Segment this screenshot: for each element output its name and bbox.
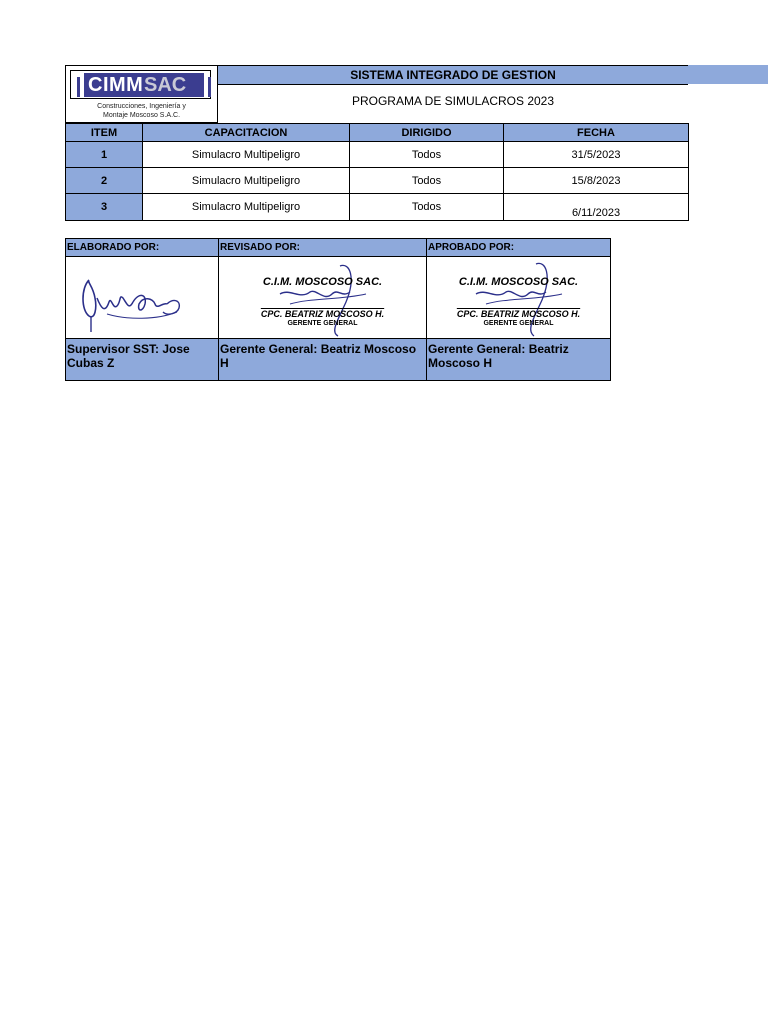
schedule-table <box>65 123 689 221</box>
approver-names-row <box>66 339 611 381</box>
stamp-company: C.I.M. MOSCOSO SAC. <box>262 276 383 288</box>
cell-dirigido: Todos <box>350 142 504 168</box>
stamp-role: GERENTE GENERAL <box>483 320 554 327</box>
name-revisado: Gerente General: Beatriz Moscoso H <box>219 339 427 381</box>
schedule-header-row <box>66 124 689 142</box>
column-header-dirigido: DIRIGIDO <box>350 124 504 142</box>
logo-bar-left <box>77 77 80 97</box>
signature-cell-revisado <box>219 257 427 339</box>
approval-table <box>65 238 611 381</box>
cell-item: 1 <box>66 142 143 168</box>
header-elaborado: ELABORADO POR: <box>66 239 219 257</box>
document-title: SISTEMA INTEGRADO DE GESTION <box>218 65 688 85</box>
logo-brand-primary: CIMM <box>88 74 144 96</box>
column-header-fecha: FECHA <box>504 124 689 142</box>
logo-banner <box>84 73 204 97</box>
cell-capacitacion: Simulacro Multipeligro <box>143 168 350 194</box>
table-row <box>66 142 689 168</box>
cell-capacitacion: Simulacro Multipeligro <box>143 142 350 168</box>
logo-brand-secondary: SAC <box>144 74 187 96</box>
header-revisado: REVISADO POR: <box>219 239 427 257</box>
approval-header-row <box>66 239 611 257</box>
signature-row <box>66 257 611 339</box>
name-elaborado: Supervisor SST: Jose Cubas Z <box>66 339 219 381</box>
signature-cell-aprobado <box>427 257 611 339</box>
cell-dirigido: Todos <box>350 168 504 194</box>
cell-fecha: 6/11/2023 <box>504 194 689 221</box>
table-row <box>66 194 689 221</box>
column-header-capacitacion: CAPACITACION <box>143 124 350 142</box>
document-subtitle: PROGRAMA DE SIMULACROS 2023 <box>218 85 688 123</box>
header-side-strip <box>688 65 768 84</box>
logo-subtitle-line2: Montaje Moscoso S.A.C. <box>102 112 181 119</box>
cell-item: 3 <box>66 194 143 221</box>
table-row <box>66 168 689 194</box>
stamp-person: CPC. BEATRIZ MOSCOSO H. <box>456 309 581 319</box>
name-aprobado: Gerente General: Beatriz Moscoso H <box>427 339 611 381</box>
signature-cell-elaborado <box>66 257 219 339</box>
stamp-role: GERENTE GENERAL <box>287 320 358 327</box>
column-header-item: ITEM <box>66 124 143 142</box>
logo-frame <box>70 70 211 99</box>
cell-item: 2 <box>66 168 143 194</box>
cell-fecha: 31/5/2023 <box>504 142 689 168</box>
logo-bar-right <box>208 77 211 97</box>
cell-capacitacion: Simulacro Multipeligro <box>143 194 350 221</box>
handwritten-signature <box>67 258 217 337</box>
cell-dirigido: Todos <box>350 194 504 221</box>
stamp-company: C.I.M. MOSCOSO SAC. <box>458 276 579 288</box>
logo-subtitle-line1: Construcciones, Ingeniería y <box>97 103 186 110</box>
header-aprobado: APROBADO POR: <box>427 239 611 257</box>
stamp-person: CPC. BEATRIZ MOSCOSO H. <box>260 309 385 319</box>
cell-fecha: 15/8/2023 <box>504 168 689 194</box>
company-logo <box>65 65 218 123</box>
logo-subtitle <box>66 102 217 120</box>
